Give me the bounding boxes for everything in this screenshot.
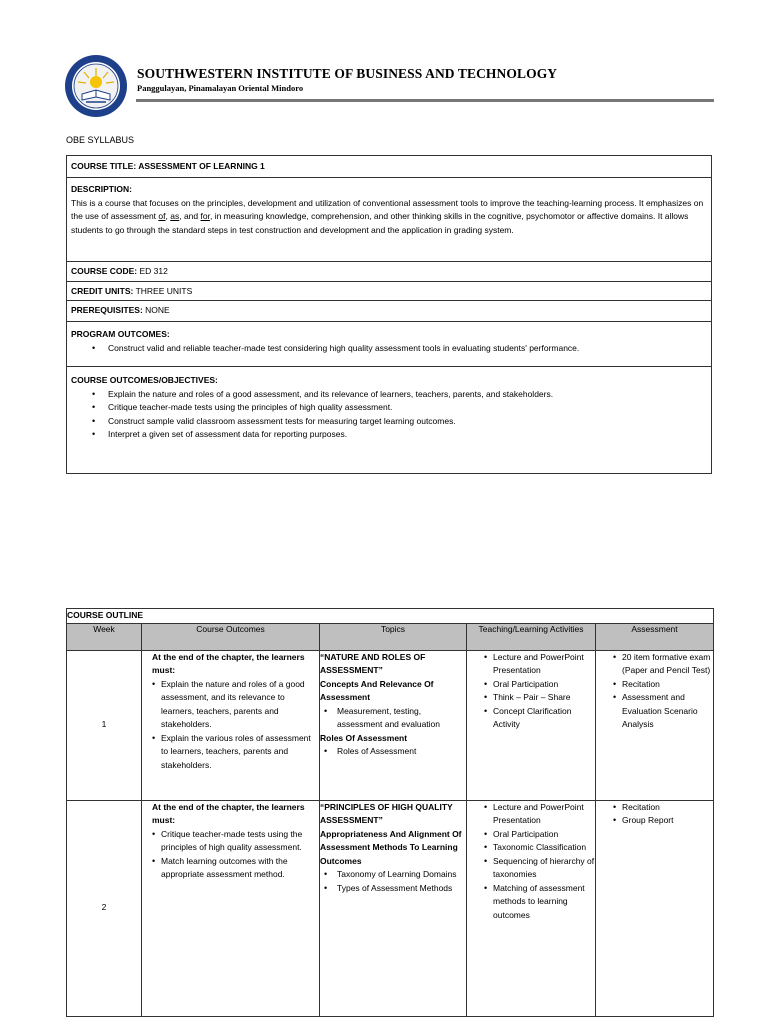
topic-title: “NATURE AND ROLES OF ASSESSMENT” <box>320 651 426 675</box>
document-header <box>64 52 714 112</box>
list-item: • Sequencing of hierarchy of taxonomies <box>493 855 595 882</box>
outcomes-intro: At the end of the chapter, the learners must: <box>152 651 305 675</box>
list-item: • Taxonomic Classification <box>493 841 595 855</box>
column-header-assessment: Assessment <box>596 623 714 650</box>
assessment-cell <box>596 800 714 1016</box>
list-item: • Roles of Assessment <box>337 745 466 759</box>
syllabus-info-box <box>66 155 712 474</box>
list-item: • Construct sample valid classroom assessment tests for measuring target learning outcomes. <box>108 415 707 429</box>
list-item: • Assessment and Evaluation Scenario Analysis <box>622 691 713 732</box>
list-item: • Explain the nature and roles of a good assessment, and its relevance of learners, teachers, parents, and stakeholders. <box>108 388 707 402</box>
topics-cell <box>320 800 467 1016</box>
description-text: This is a course that focuses on the principles, development and utilization of conventional assessment tools to improve the teaching-learning process. It emphasizes on the use of assessment of, as, and for, in measuring knowledge, comprehension, and other thinking skills in the cognitive, psychomotor or affective domains. It allows students to go through the standard steps in test construction and development and the application in grading system. <box>71 197 704 235</box>
header-divider <box>136 99 714 102</box>
week-number: 2 <box>67 800 142 1016</box>
column-header-week: Week <box>67 623 142 650</box>
prerequisites-row: PREREQUISITES: NONE <box>67 301 711 322</box>
credit-units: THREE UNITS <box>135 286 193 296</box>
institution-seal-logo <box>64 54 128 118</box>
institution-name: SOUTHWESTERN INSTITUTE OF BUSINESS AND TECHNOLOGY <box>137 66 558 81</box>
topics-cell <box>320 650 467 800</box>
list-item: • Lecture and PowerPoint Presentation <box>493 651 595 678</box>
description-label: DESCRIPTION: <box>71 184 132 194</box>
prerequisites: NONE <box>145 305 170 315</box>
list-item: • Concept Clarification Activity <box>493 705 595 732</box>
course-outcomes-label: COURSE OUTCOMES/OBJECTIVES: <box>71 375 218 385</box>
outcomes-cell <box>142 650 320 800</box>
list-item: • Explain the nature and roles of a good assessment, and its relevance to learners, teachers, parents and stakeholders. <box>161 678 319 732</box>
course-code-row: COURSE CODE: ED 312 <box>67 262 711 282</box>
list-item: • Match learning outcomes with the appropriate assessment method. <box>161 855 319 882</box>
topic-subheading: Concepts And Relevance Of Assessment <box>320 678 434 702</box>
list-item: • Measurement, testing, assessment and evaluation <box>337 705 466 732</box>
list-item: • Think – Pair – Share <box>493 691 595 705</box>
course-code: ED 312 <box>139 266 168 276</box>
table-row <box>67 800 714 1016</box>
program-outcomes-label: PROGRAM OUTCOMES: <box>71 329 170 339</box>
course-outcomes-section <box>67 367 711 473</box>
credit-units-row: CREDIT UNITS: THREE UNITS <box>67 282 711 301</box>
list-item: • Matching of assessment methods to learning outcomes <box>493 882 595 923</box>
list-item: • Critique teacher-made tests using the principles of high quality assessment. <box>161 828 319 855</box>
course-outline-table <box>66 608 714 1017</box>
document-label: OBE SYLLABUS <box>66 135 135 145</box>
institution-address: Panggulayan, Pinamalayan Oriental Mindoro <box>137 83 304 93</box>
topic-subheading: Roles Of Assessment <box>320 732 408 743</box>
column-header-activities: Teaching/Learning Activities <box>467 623 596 650</box>
list-item: • Construct valid and reliable teacher-made test considering high quality assessment tools in evaluating students' performance. <box>108 342 707 356</box>
outcomes-intro: At the end of the chapter, the learners must: <box>152 801 305 825</box>
list-item: • Lecture and PowerPoint Presentation <box>493 801 595 828</box>
list-item: • Critique teacher-made tests using the principles of high quality assessment. <box>108 401 707 415</box>
table-row <box>67 650 714 800</box>
activities-cell <box>467 800 596 1016</box>
topic-subheading: Appropriateness And Alignment Of Assessment Methods To Learning Outcomes <box>320 828 462 866</box>
assessment-cell <box>596 650 714 800</box>
column-header-outcomes: Course Outcomes <box>142 623 320 650</box>
course-title: COURSE TITLE: ASSESSMENT OF LEARNING 1 <box>67 156 711 178</box>
column-header-topics: Topics <box>320 623 467 650</box>
week-number: 1 <box>67 650 142 800</box>
list-item: • Explain the various roles of assessment to learners, teachers, parents and stakeholders. <box>161 732 319 773</box>
list-item: • Recitation <box>622 801 713 815</box>
list-item: • 20 item formative exam (Paper and Pencil Test) <box>622 651 713 678</box>
list-item: • Oral Participation <box>493 678 595 692</box>
list-item: • Oral Participation <box>493 828 595 842</box>
outcomes-cell <box>142 800 320 1016</box>
list-item: • Interpret a given set of assessment data for reporting purposes. <box>108 428 707 442</box>
topic-title: “PRINCIPLES OF HIGH QUALITY ASSESSMENT” <box>320 801 453 825</box>
table-header-row <box>67 623 714 650</box>
description-section <box>67 178 711 262</box>
activities-cell <box>467 650 596 800</box>
program-outcomes-section <box>67 322 711 367</box>
course-outline-title: COURSE OUTLINE <box>67 609 714 624</box>
list-item: • Types of Assessment Methods <box>337 882 466 896</box>
list-item: • Group Report <box>622 814 713 828</box>
list-item: • Recitation <box>622 678 713 692</box>
list-item: • Taxonomy of Learning Domains <box>337 868 466 882</box>
